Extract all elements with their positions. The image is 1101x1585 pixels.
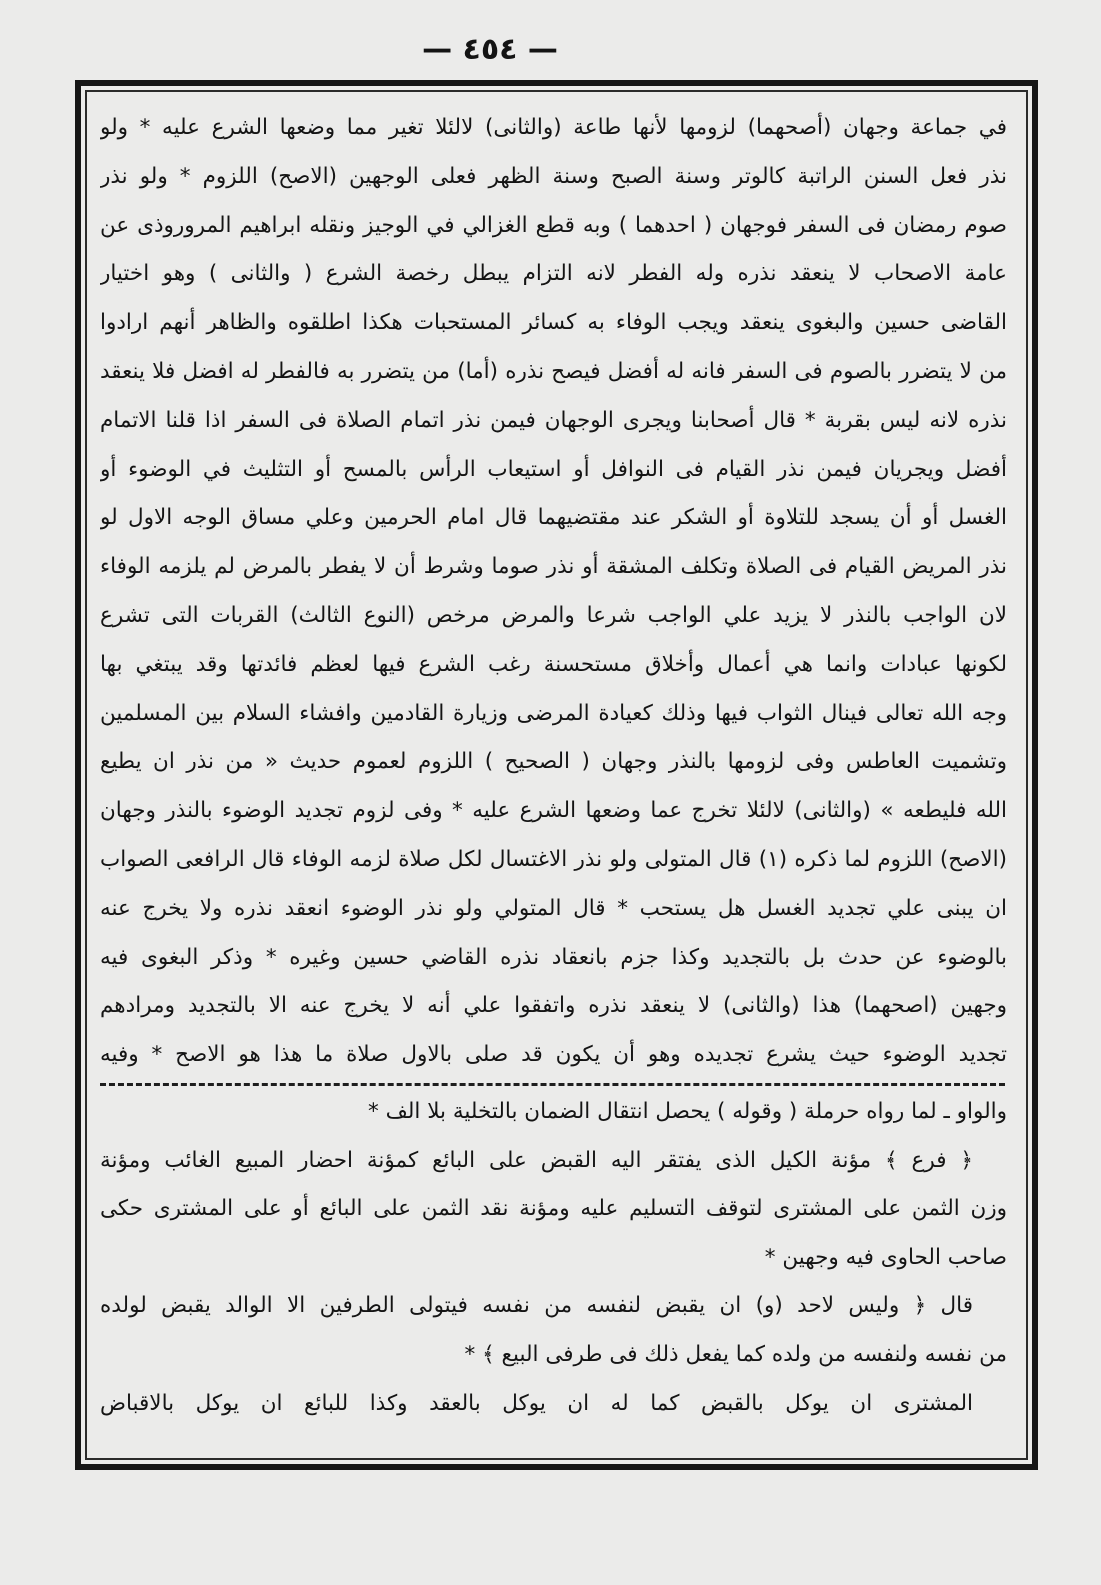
lower-text-line: وزن الثمن على المشترى لتوقف التسليم عليه ومؤنة نقد الثمن على البائع أو على المشترى حكى bbox=[100, 1196, 1007, 1222]
main-text-line: (الاصح) اللزوم لما ذكره (١) قال المتولى ولو نذر الاغتسال لكل صلاة لزمه الوفاء قال الرافعى الصواب bbox=[100, 846, 1007, 872]
main-text-line: بالوضوء عن حدث بل بالتجديد وكذا جزم بانعقاد نذره القاضي حسين وغيره * وذكر البغوى فيه bbox=[100, 944, 1007, 970]
lower-text-line: من نفسه ولنفسه من ولده كما يفعل ذلك فى طرفى البيع ﴾ * bbox=[464, 1341, 1007, 1367]
lower-text-line: صاحب الحاوى فيه وجهين * bbox=[764, 1244, 1007, 1270]
main-text-line: صوم رمضان فى السفر فوجهان ( احدهما ) وبه قطع الغزالي في الوجيز ونقله ابراهيم المروروذى عن bbox=[100, 212, 1007, 238]
main-text-line: أفضل ويجريان فيمن نذر القيام فى النوافل أو استيعاب الرأس بالمسح أو التثليث في الوضوء أو bbox=[100, 456, 1007, 482]
page-number: — ٤٥٤ — bbox=[422, 32, 558, 67]
main-text-line: عامة الاصحاب لا ينعقد نذره وله الفطر لانه التزام يبطل رخصة الشرع ( والثانى ) وهو اختيار bbox=[100, 261, 1007, 287]
main-text-line: الله فليطعه » (والثانى) لالئلا تخرج عما وضعها الشرع عليه * وفى لزوم تجديد الوضوء بالنذر وجهان bbox=[100, 798, 1007, 824]
section-divider bbox=[100, 1083, 1005, 1086]
main-text-line: في جماعة وجهان (أصحهما) لزومها لأنها طاعة (والثانى) لالئلا تغير مما وضعها الشرع عليه * ولو bbox=[100, 115, 1007, 140]
lower-text-line: قال ﴿ وليس لاحد (و) ان يقبض لنفسه من نفسه فيتولى الطرفين الا الوالد يقبض لولده bbox=[100, 1293, 973, 1319]
main-text bbox=[100, 104, 1007, 1080]
main-text-line: وجهين (اصحهما) هذا (والثانى) لا ينعقد نذره واتفقوا علي أنه لا يخرج عنه الا بالتجديد ومرادهم bbox=[100, 993, 1007, 1019]
main-text-line: وتشميت العاطس وفى لزومها بالنذر وجهان ( الصحيح ) اللزوم لعموم حديث « من نذر ان يطيع bbox=[100, 749, 1007, 775]
main-text-line: ان يبنى علي تجديد الغسل هل يستحب * قال المتولي ولو نذر الوضوء انعقد نذره ولا يخرج عنه bbox=[100, 895, 1007, 921]
main-text-line: من لا يتضرر بالصوم فى السفر فانه له أفضل فيصح نذره (أما) من يتضرر به فالفطر له افضل فلا ينعقد bbox=[100, 358, 1007, 384]
lower-text-line: ﴿ فرع ﴾ مؤنة الكيل الذى يفتقر اليه القبض على البائع كمؤنة احضار المبيع الغائب ومؤنة bbox=[100, 1147, 973, 1173]
lower-text-line: والواو ـ لما رواه حرملة ( وقوله ) يحصل انتقال الضمان بالتخلية بلا الف * bbox=[368, 1099, 1007, 1124]
lower-text-line: المشترى ان يوكل بالقبض كما له ان يوكل بالعقد وكذا للبائع ان يوكل بالاقباض bbox=[100, 1390, 973, 1416]
main-text-line: تجديد الوضوء حيث يشرع تجديده وهو أن يكون قد صلى بالاول صلاة ما هذا هو الاصح * وفيه bbox=[100, 1042, 1007, 1068]
main-text-line: لكونها عبادات وانما هي أعمال وأخلاق مستحسنة رغب الشرع فيها لعظم فائدتها وقد يبتغي بها bbox=[100, 651, 1007, 677]
main-text-line: القاضى حسين والبغوى ينعقد ويجب الوفاء به كسائر المستحبات هكذا اطلقوه والظاهر أنهم ارادوا bbox=[100, 310, 1007, 336]
main-text-line: وجه الله تعالى فينال الثواب فيها وذلك كعيادة المرضى وزيارة القادمين وافشاء السلام بين المسلمين bbox=[100, 700, 1007, 726]
lower-text bbox=[100, 1088, 1007, 1428]
main-text-line: لان الواجب بالنذر لا يزيد علي الواجب شرعا والمرض مرخص (النوع الثالث) القربات التى تشرع bbox=[100, 602, 1007, 628]
main-text-line: نذر فعل السنن الراتبة كالوتر وسنة الصبح وسنة الظهر فعلى الوجهين (الاصح) اللزوم * ولو نذر bbox=[100, 163, 1007, 189]
main-text-line: نذره لانه ليس بقربة * قال أصحابنا ويجرى الوجهان فيمن نذر اتمام الصلاة فى السفر اذا قلنا الاتمام bbox=[100, 407, 1007, 433]
main-text-line: الغسل أو أن يسجد للتلاوة أو الشكر عند مقتضيهما قال امام الحرمين وعلي مساق الوجه الاول لو bbox=[100, 505, 1007, 531]
main-text-line: نذر المريض القيام فى الصلاة وتكلف المشقة أو نذر صوما وشرط أن لا يفطر بالمرض لم يلزمه الوفاء bbox=[100, 554, 1007, 580]
